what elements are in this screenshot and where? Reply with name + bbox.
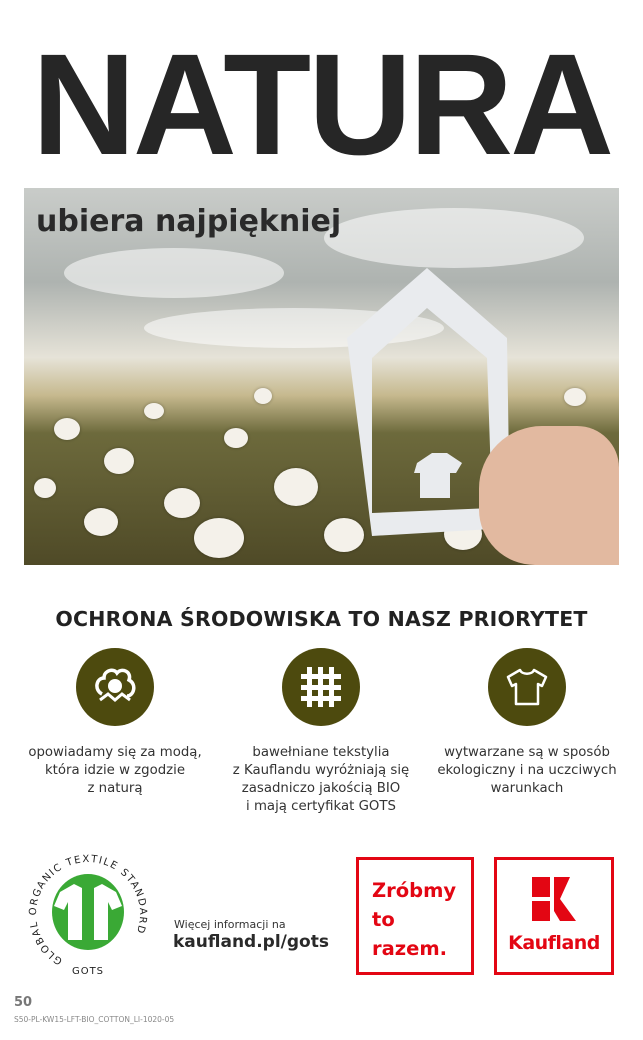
gots-label: GOTS <box>71 966 105 977</box>
document-code: S50-PL-KW15-LFT-BIO_COTTON_LI-1020-05 <box>14 1015 175 1024</box>
feature-text-line: z Kauflandu wyróżniają się <box>232 763 410 778</box>
kaufland-logo <box>494 857 614 975</box>
more-info-label: Więcej informacji na <box>174 918 286 931</box>
page-number: 50 <box>14 995 33 1010</box>
feature-text-line: która idzie w zgodzie <box>44 763 186 778</box>
tshirt-icon <box>488 648 566 726</box>
subtitle: ubiera najpiękniej <box>36 204 342 239</box>
gots-ring-text: GLOBAL ORGANIC TEXTILE STANDARD <box>27 853 149 967</box>
feature-fashion <box>10 648 220 798</box>
slogan-box <box>356 857 474 975</box>
slogan-line: razem. <box>372 937 448 960</box>
slogan-line: Zróbmy <box>372 879 457 902</box>
brand-name: Kaufland <box>508 932 600 954</box>
feature-text-line: bawełniane tekstylia <box>252 745 390 760</box>
feature-text-line: z naturą <box>87 781 143 796</box>
gots-link[interactable]: kaufland.pl/gots <box>173 932 329 952</box>
feature-text-line: warunkach <box>490 781 564 796</box>
feature-text-line: zasadniczo jakością BIO <box>241 781 401 796</box>
cotton-field-photo <box>24 188 619 565</box>
cotton-icon <box>76 648 154 726</box>
feature-fair <box>422 648 632 798</box>
feature-text-line: i mają certyfikat GOTS <box>246 799 396 814</box>
gots-logo <box>24 850 152 978</box>
slogan-line: to <box>372 908 395 931</box>
feature-text-line: wytwarzane są w sposób <box>444 745 610 760</box>
feature-bio <box>216 648 426 816</box>
feature-text-line: ekologiczny i na uczciwych <box>437 763 617 778</box>
feature-text-line: opowiadamy się za modą, <box>28 745 202 760</box>
weave-icon <box>282 648 360 726</box>
page-title: NATURA <box>31 24 612 185</box>
kaufland-k-icon <box>530 875 578 923</box>
hand <box>479 426 619 565</box>
section-heading: OCHRONA ŚRODOWISKA TO NASZ PRIORYTET <box>55 607 588 631</box>
